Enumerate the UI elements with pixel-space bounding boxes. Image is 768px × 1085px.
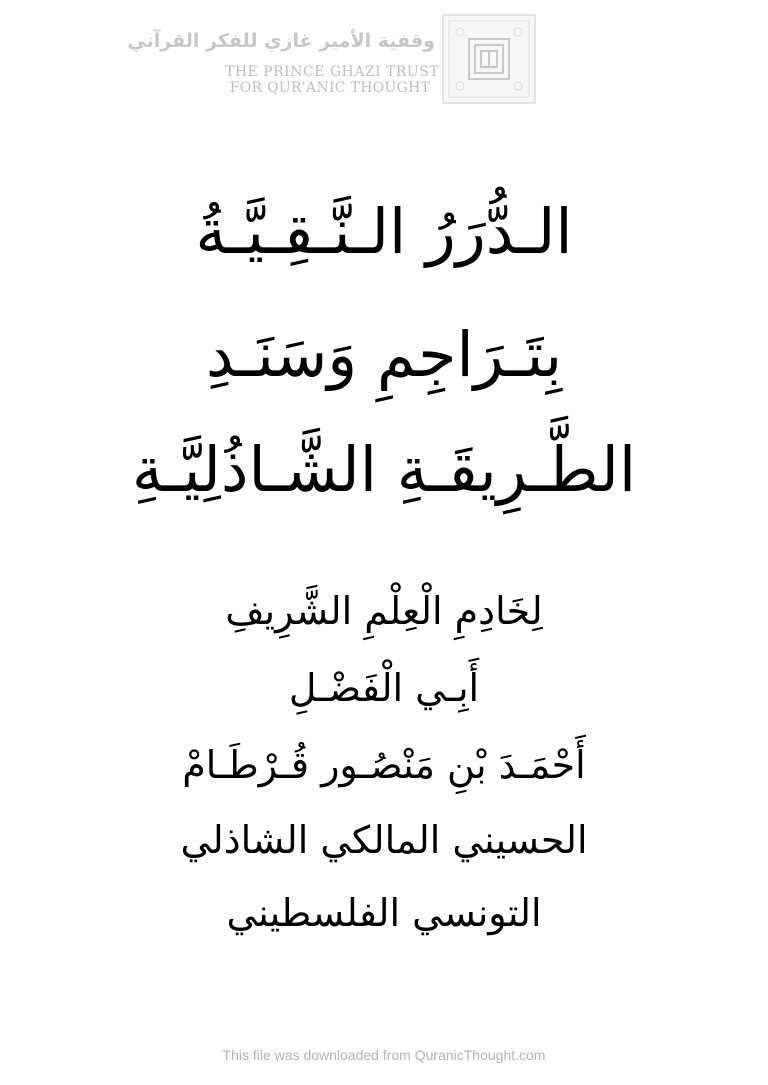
author-line-3: أَحْمَـدَ بْنِ مَنْصُـور قُـرْطَـامْ <box>182 743 586 787</box>
publisher-logo-text <box>127 12 440 104</box>
author-line-5: التونسي الفلسطيني <box>226 891 542 935</box>
book-title-line-2: بِتَـرَاجِمِ وَسَنَـدِ <box>205 318 563 391</box>
publisher-emblem-icon <box>442 14 536 104</box>
author-line-1: لِخَادِمِ الْعِلْمِ الشَّرِيفِ <box>225 589 543 633</box>
publisher-name-english-line-2: FOR QUR'ANIC THOUGHT <box>229 80 431 96</box>
publisher-logo <box>127 12 540 104</box>
download-footer-note: This file was downloaded from QuranicThought.com <box>222 1047 546 1063</box>
publisher-name-arabic: وقفية الأمير غازي للفكر القرآني <box>127 30 435 52</box>
author-line-2: أَبِـي الْفَضْـلِ <box>288 666 480 710</box>
book-title-line-3: الطَّـرِيقَـةِ الشَّـاذُلِيَّـةِ <box>131 433 637 506</box>
book-title-line-1: الـدُّرَرُ الـنَّـقِـيَّـةُ <box>195 195 573 268</box>
publisher-name-english-line-1: THE PRINCE GHAZI TRUST <box>225 64 440 80</box>
author-line-4: الحسيني المالكي الشاذلي <box>180 818 588 862</box>
